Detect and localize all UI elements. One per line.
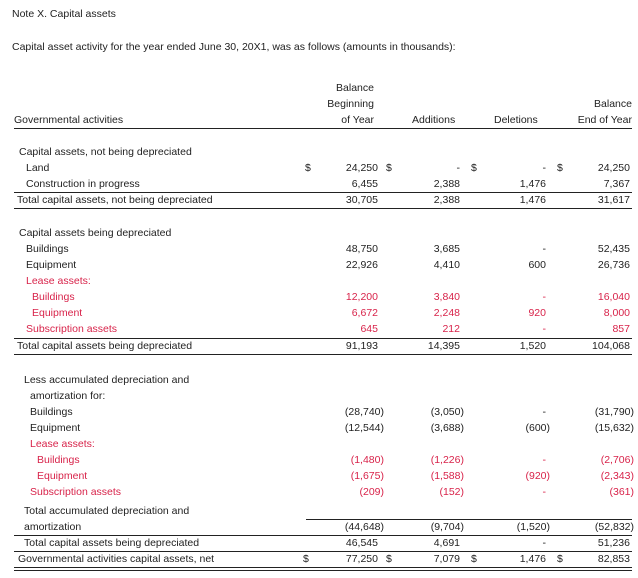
cell-add: (9,704) bbox=[430, 521, 464, 533]
cell-end: 26,736 bbox=[597, 259, 630, 271]
cell-add: 7,079 bbox=[433, 553, 460, 565]
cell-add: 3,840 bbox=[433, 291, 460, 303]
cell-end: 8,000 bbox=[603, 307, 630, 319]
cell-del: - bbox=[542, 243, 546, 255]
cell-del: 1,476 bbox=[519, 194, 546, 206]
dollar-sign: $ bbox=[303, 553, 309, 565]
cell-add: (1,226) bbox=[430, 454, 464, 466]
total-dep-label: Total capital assets being depreciated bbox=[24, 537, 200, 549]
cell-del: (600) bbox=[525, 422, 550, 434]
cell-del: - bbox=[542, 162, 546, 174]
cell-begin: 6,455 bbox=[351, 178, 378, 190]
cell-del: - bbox=[542, 486, 546, 498]
row-label: Equipment bbox=[32, 307, 83, 319]
row-label: Buildings bbox=[26, 243, 69, 255]
cell-add: 4,410 bbox=[433, 259, 460, 271]
intro-text: Capital asset activity for the year ended June 30, 20X1, was as follows (amounts in thousands): bbox=[12, 41, 456, 53]
lease-assets-label: Lease assets: bbox=[26, 275, 91, 287]
cell-end: 16,040 bbox=[597, 291, 630, 303]
subtotal-rule bbox=[306, 519, 632, 520]
section1-heading: Capital assets, not being depreciated bbox=[19, 146, 192, 158]
header-beginning-line3: of Year bbox=[341, 114, 374, 126]
header-rule bbox=[14, 128, 632, 129]
row-label: Buildings bbox=[30, 406, 73, 418]
note-title: Note X. Capital assets bbox=[12, 8, 116, 20]
header-beginning-line2: Beginning bbox=[327, 98, 374, 110]
cell-del: - bbox=[542, 323, 546, 335]
cell-begin: 24,250 bbox=[345, 162, 378, 174]
cell-begin: (44,648) bbox=[344, 521, 384, 533]
row-label: Buildings bbox=[32, 291, 75, 303]
cell-add: 2,388 bbox=[433, 178, 460, 190]
cell-add: - bbox=[456, 162, 460, 174]
row-label: Equipment bbox=[37, 470, 88, 482]
cell-add: 14,395 bbox=[427, 340, 460, 352]
row-label: Construction in progress bbox=[26, 178, 140, 190]
cell-begin: 30,705 bbox=[345, 194, 378, 206]
cell-end: 7,367 bbox=[603, 178, 630, 190]
row-label: Equipment bbox=[30, 422, 81, 434]
cell-begin: 22,926 bbox=[345, 259, 378, 271]
header-additions: Additions bbox=[412, 114, 456, 126]
cell-del: 920 bbox=[528, 307, 546, 319]
cell-del: - bbox=[542, 406, 546, 418]
section3-heading-line1: Less accumulated depreciation and bbox=[24, 374, 190, 386]
row-label: Subscription assets bbox=[30, 486, 122, 498]
dollar-sign: $ bbox=[386, 553, 392, 565]
cell-begin: 48,750 bbox=[345, 243, 378, 255]
cell-end: 52,435 bbox=[597, 243, 630, 255]
lease-assets-label: Lease assets: bbox=[30, 438, 95, 450]
row-label: Subscription assets bbox=[26, 323, 118, 335]
section1-total-rule bbox=[14, 208, 632, 209]
cell-del: 1,476 bbox=[519, 178, 546, 190]
header-beginning-line1: Balance bbox=[336, 82, 374, 94]
cell-add: (3,688) bbox=[430, 422, 464, 434]
cell-del: 1,520 bbox=[519, 340, 546, 352]
dollar-sign: $ bbox=[471, 553, 477, 565]
dollar-sign: $ bbox=[305, 162, 311, 174]
cell-begin: 12,200 bbox=[345, 291, 378, 303]
net-rule bbox=[14, 551, 632, 552]
cell-begin: (209) bbox=[359, 486, 384, 498]
header-category: Governmental activities bbox=[14, 114, 124, 126]
dollar-sign: $ bbox=[557, 553, 563, 565]
cell-del: - bbox=[542, 291, 546, 303]
cell-end: 857 bbox=[612, 323, 630, 335]
cell-end: (361) bbox=[609, 486, 634, 498]
cell-add: 4,691 bbox=[433, 537, 460, 549]
cell-del: 600 bbox=[528, 259, 546, 271]
cell-end: 31,617 bbox=[597, 194, 630, 206]
header-ending-line1: Balance bbox=[594, 98, 632, 110]
cell-begin: (12,544) bbox=[344, 422, 384, 434]
row-label: Land bbox=[26, 162, 50, 174]
net-label: Governmental activities capital assets, net bbox=[18, 553, 215, 565]
total-label: Total capital assets being depreciated bbox=[17, 340, 193, 352]
cell-end: 82,853 bbox=[597, 553, 630, 565]
total-accum-label-line2: amortization bbox=[24, 521, 82, 533]
section2-heading: Capital assets being depreciated bbox=[19, 227, 172, 239]
dollar-sign: $ bbox=[471, 162, 477, 174]
row-label: Equipment bbox=[26, 259, 77, 271]
cell-del: 1,476 bbox=[519, 553, 546, 565]
cell-add: 2,388 bbox=[433, 194, 460, 206]
total-accum-label-line1: Total accumulated depreciation and bbox=[24, 505, 190, 517]
cell-add: (1,588) bbox=[430, 470, 464, 482]
header-deletions: Deletions bbox=[494, 114, 538, 126]
cell-del: (1,520) bbox=[516, 521, 550, 533]
cell-begin: (1,480) bbox=[350, 454, 384, 466]
cell-add: 3,685 bbox=[433, 243, 460, 255]
cell-add: (152) bbox=[439, 486, 464, 498]
cell-del: - bbox=[542, 537, 546, 549]
total-dep-rule bbox=[14, 535, 632, 536]
cell-add: 2,248 bbox=[433, 307, 460, 319]
cell-add: 212 bbox=[442, 323, 460, 335]
cell-add: (3,050) bbox=[430, 406, 464, 418]
dollar-sign: $ bbox=[557, 162, 563, 174]
cell-del: (920) bbox=[525, 470, 550, 482]
cell-end: 104,068 bbox=[592, 340, 630, 352]
section2-total-rule bbox=[14, 354, 632, 355]
section2-rule bbox=[14, 338, 632, 339]
section1-rule bbox=[14, 192, 632, 193]
cell-end: (2,343) bbox=[600, 470, 634, 482]
cell-end: (15,632) bbox=[594, 422, 634, 434]
cell-begin: (28,740) bbox=[344, 406, 384, 418]
total-label: Total capital assets, not being depreciated bbox=[17, 194, 213, 206]
cell-end: (31,790) bbox=[594, 406, 634, 418]
cell-begin: 645 bbox=[360, 323, 378, 335]
header-ending-line2: End of Year bbox=[577, 114, 632, 126]
row-label: Buildings bbox=[37, 454, 80, 466]
cell-end: 24,250 bbox=[597, 162, 630, 174]
cell-del: - bbox=[542, 454, 546, 466]
cell-end: (2,706) bbox=[600, 454, 634, 466]
section3-heading-line2: amortization for: bbox=[30, 390, 106, 402]
cell-end: (52,832) bbox=[594, 521, 634, 533]
cell-begin: 77,250 bbox=[345, 553, 378, 565]
cell-begin: 91,193 bbox=[345, 340, 378, 352]
cell-end: 51,236 bbox=[597, 537, 630, 549]
cell-begin: (1,675) bbox=[350, 470, 384, 482]
dollar-sign: $ bbox=[386, 162, 392, 174]
net-double-rule bbox=[14, 567, 632, 571]
cell-begin: 46,545 bbox=[345, 537, 378, 549]
cell-begin: 6,672 bbox=[351, 307, 378, 319]
